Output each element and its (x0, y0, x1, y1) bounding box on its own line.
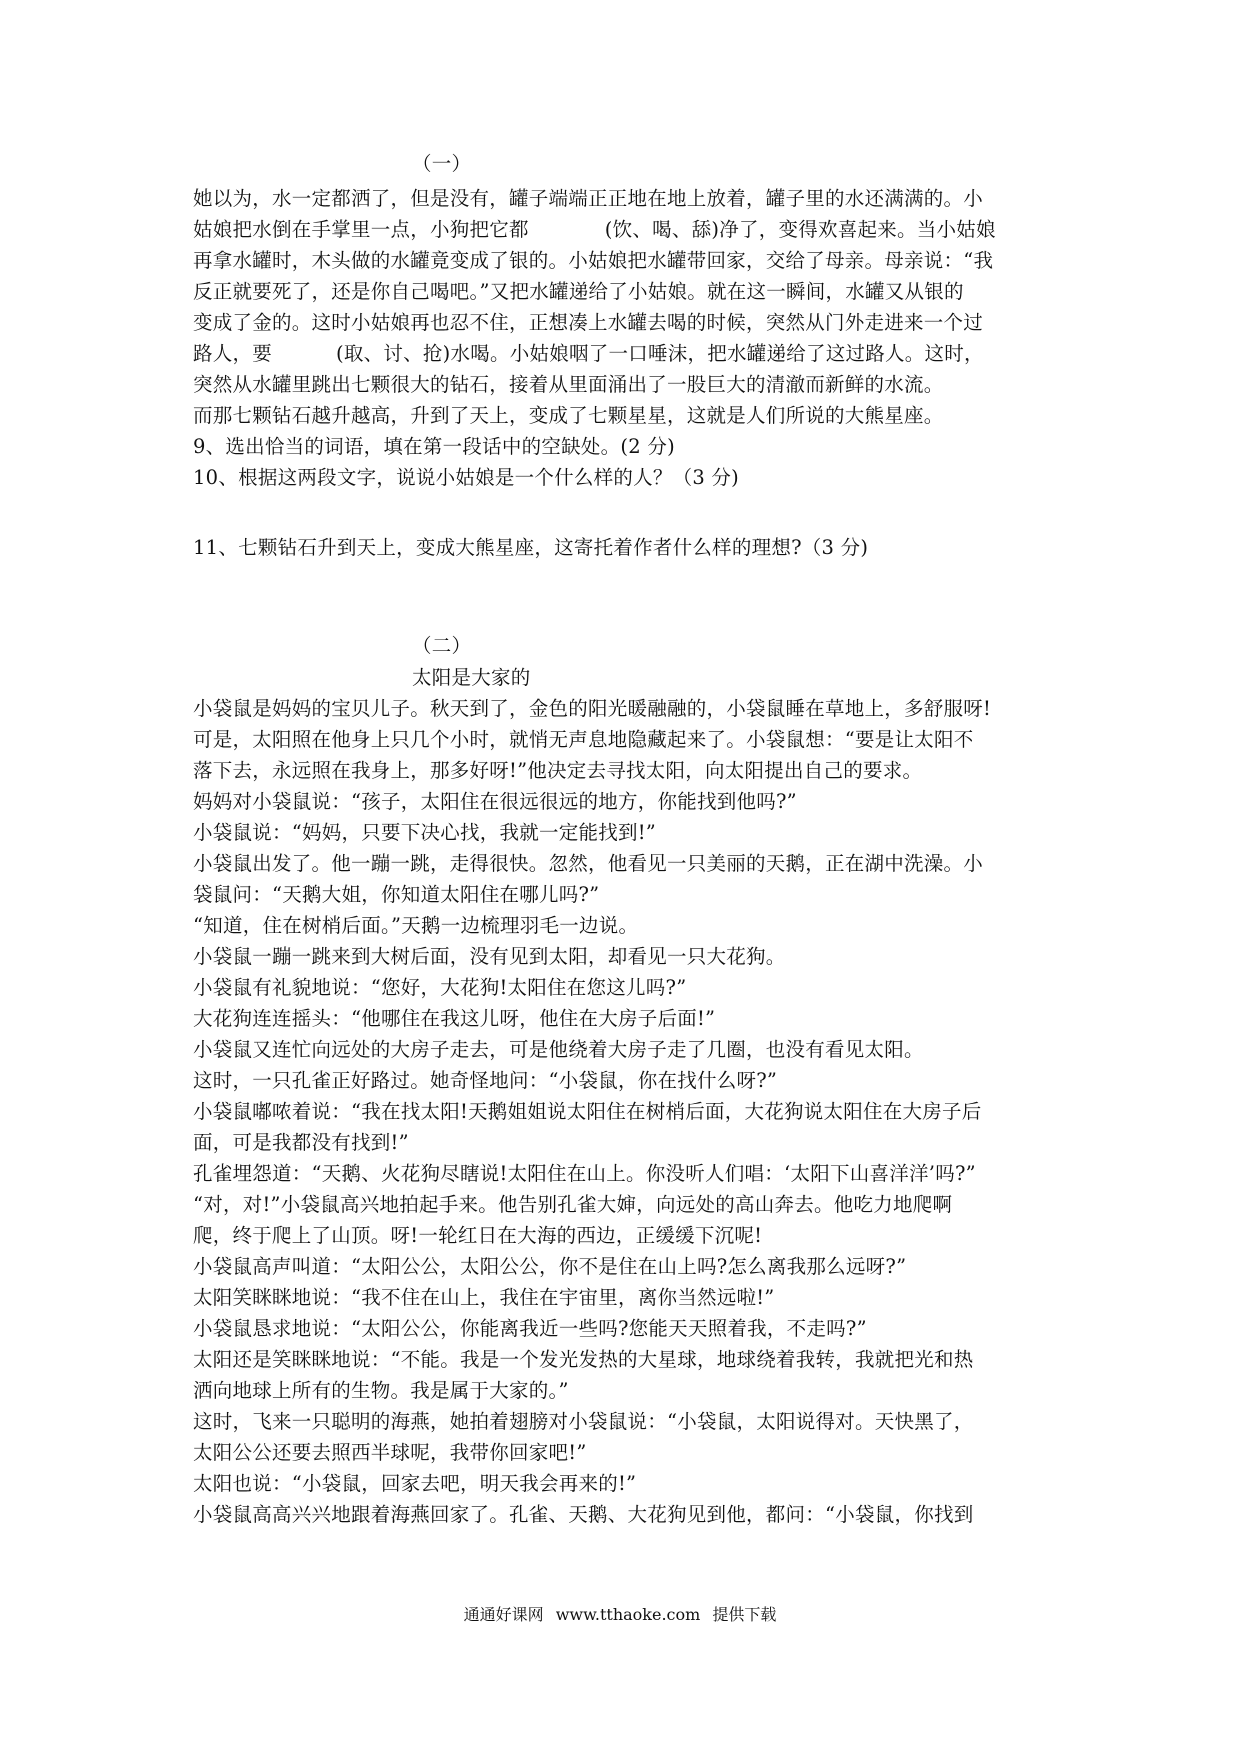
story-line: 太阳笑眯眯地说：“我不住在山上，我住在宇宙里，离你当然远啦!” (193, 1286, 775, 1309)
story-line: 爬，终于爬上了山顶。呀!一轮红日在大海的西边，正缓缓下沉呢! (193, 1224, 763, 1247)
section1-paragraph-line: 再拿水罐时，木头做的水罐竟变成了银的。小姑娘把水罐带回家，交给了母亲。母亲说：“我 (193, 249, 994, 272)
footer-url: www.tthaoke.com (555, 1605, 701, 1624)
story-line: 小袋鼠是妈妈的宝贝儿子。秋天到了，金色的阳光暖融融的，小袋鼠睡在草地上，多舒服呀! (193, 697, 992, 720)
story-line: 大花狗连连摇头：“他哪住在我这儿呀，他住在大房子后面!” (193, 1007, 716, 1030)
story-line: 太阳还是笑眯眯地说：“不能。我是一个发光发热的大星球，地球绕着我转，我就把光和热 (193, 1348, 974, 1371)
footer-site-name: 通通好课网 (463, 1605, 544, 1624)
section2-heading: （二） (412, 634, 472, 657)
story-line: 小袋鼠高声叫道：“太阳公公，太阳公公，你不是住在山上吗?怎么离我那么远呀?” (193, 1255, 907, 1278)
story-line: 孔雀埋怨道：“天鹅、火花狗尽瞎说!太阳住在山上。你没听人们唱：‘太阳下山喜洋洋’吗?” (193, 1162, 976, 1185)
text-fragment: (取、讨、抢)水喝。小姑娘咽了一口唾沫，把水罐递给了这过路人。这时， (336, 342, 984, 365)
story-line: “对，对!”小袋鼠高兴地拍起手来。他告别孔雀大婶，向远处的高山奔去。他吃力地爬啊 (193, 1193, 953, 1216)
story-line: 面，可是我都没有找到!” (193, 1131, 409, 1154)
section1-heading: （一） (412, 152, 472, 175)
story-line: 妈妈对小袋鼠说：“孩子，太阳住在很远很远的地方，你能找到他吗?” (193, 790, 797, 813)
story-line: 太阳公公还要去照西半球呢，我带你回家吧!” (193, 1441, 587, 1464)
page-footer (0, 1604, 1240, 1626)
story-line: 小袋鼠说：“妈妈，只要下决心找，我就一定能找到!” (193, 821, 657, 844)
question-11: 11、七颗钻石升到天上，变成大熊星座，这寄托着作者什么样的理想?（3 分) (193, 536, 869, 559)
text-fragment: 路人，要 (193, 342, 273, 365)
section1-paragraph-line: 反正就要死了，还是你自己喝吧。”又把水罐递给了小姑娘。就在这一瞬间，水罐又从银的 (193, 280, 964, 303)
section1-paragraph-line (193, 340, 984, 368)
story-line: 这时，飞来一只聪明的海燕，她拍着翅膀对小袋鼠说：“小袋鼠，太阳说得对。天快黑了， (193, 1410, 974, 1433)
text-fragment: 姑娘把水倒在手掌里一点，小狗把它都 (193, 218, 529, 241)
story-line: 这时，一只孔雀正好路过。她奇怪地问：“小袋鼠，你在找什么呀?” (193, 1069, 778, 1092)
section1-paragraph-line: 她以为，水一定都洒了，但是没有，罐子端端正正地在地上放着，罐子里的水还满满的。小 (193, 187, 984, 210)
story-line: 袋鼠问：“天鹅大姐，你知道太阳住在哪儿吗?” (193, 883, 600, 906)
question-10: 10、根据这两段文字，说说小姑娘是一个什么样的人？（3 分) (193, 466, 740, 489)
story-line: 小袋鼠嘟哝着说：“我在找太阳!天鹅姐姐说太阳住在树梢后面，大花狗说太阳住在大房子后 (193, 1100, 982, 1123)
question-9: 9、选出恰当的词语，填在第一段话中的空缺处。(2 分) (193, 435, 675, 458)
text-fragment: (饮、喝、舔)净了，变得欢喜起来。当小姑娘 (604, 218, 996, 241)
story-line: 小袋鼠恳求地说：“太阳公公，你能离我近一些吗?您能天天照着我，不走吗?” (193, 1317, 867, 1340)
section1-paragraph-line: 变成了金的。这时小姑娘再也忍不住，正想凑上水罐去喝的时候，突然从门外走进来一个过 (193, 311, 984, 334)
story-line: 可是，太阳照在他身上只几个小时，就悄无声息地隐藏起来了。小袋鼠想：“要是让太阳不 (193, 728, 974, 751)
story-line: 小袋鼠出发了。他一蹦一跳，走得很快。忽然，他看见一只美丽的天鹅，正在湖中洗澡。小 (193, 852, 984, 875)
story-line: 小袋鼠一蹦一跳来到大树后面，没有见到太阳，却看见一只大花狗。 (193, 945, 786, 968)
story-line: 小袋鼠有礼貌地说：“您好，大花狗!太阳住在您这儿吗?” (193, 976, 687, 999)
story-line: “知道，住在树梢后面。”天鹅一边梳理羽毛一边说。 (193, 914, 639, 937)
story-line: 小袋鼠又连忙向远处的大房子走去，可是他绕着大房子走了几圈，也没有看见太阳。 (193, 1038, 924, 1061)
story-line: 洒向地球上所有的生物。我是属于大家的。” (193, 1379, 569, 1402)
section1-paragraph-line: 而那七颗钻石越升越高，升到了天上，变成了七颗星星，这就是人们所说的大熊星座。 (193, 404, 944, 427)
story-line: 小袋鼠高高兴兴地跟着海燕回家了。孔雀、天鹅、大花狗见到他，都问：“小袋鼠，你找到 (193, 1503, 974, 1526)
story-line: 落下去，永远照在我身上，那多好呀!”他决定去寻找太阳，向太阳提出自己的要求。 (193, 759, 923, 782)
section1-paragraph-line: 突然从水罐里跳出七颗很大的钻石，接着从里面涌出了一股巨大的清澈而新鲜的水流。 (193, 373, 944, 396)
footer-note: 提供下载 (712, 1605, 777, 1624)
story-title: 太阳是大家的 (412, 666, 531, 689)
story-line: 太阳也说：“小袋鼠，回家去吧，明天我会再来的!” (193, 1472, 637, 1495)
section1-paragraph-line (193, 216, 996, 244)
